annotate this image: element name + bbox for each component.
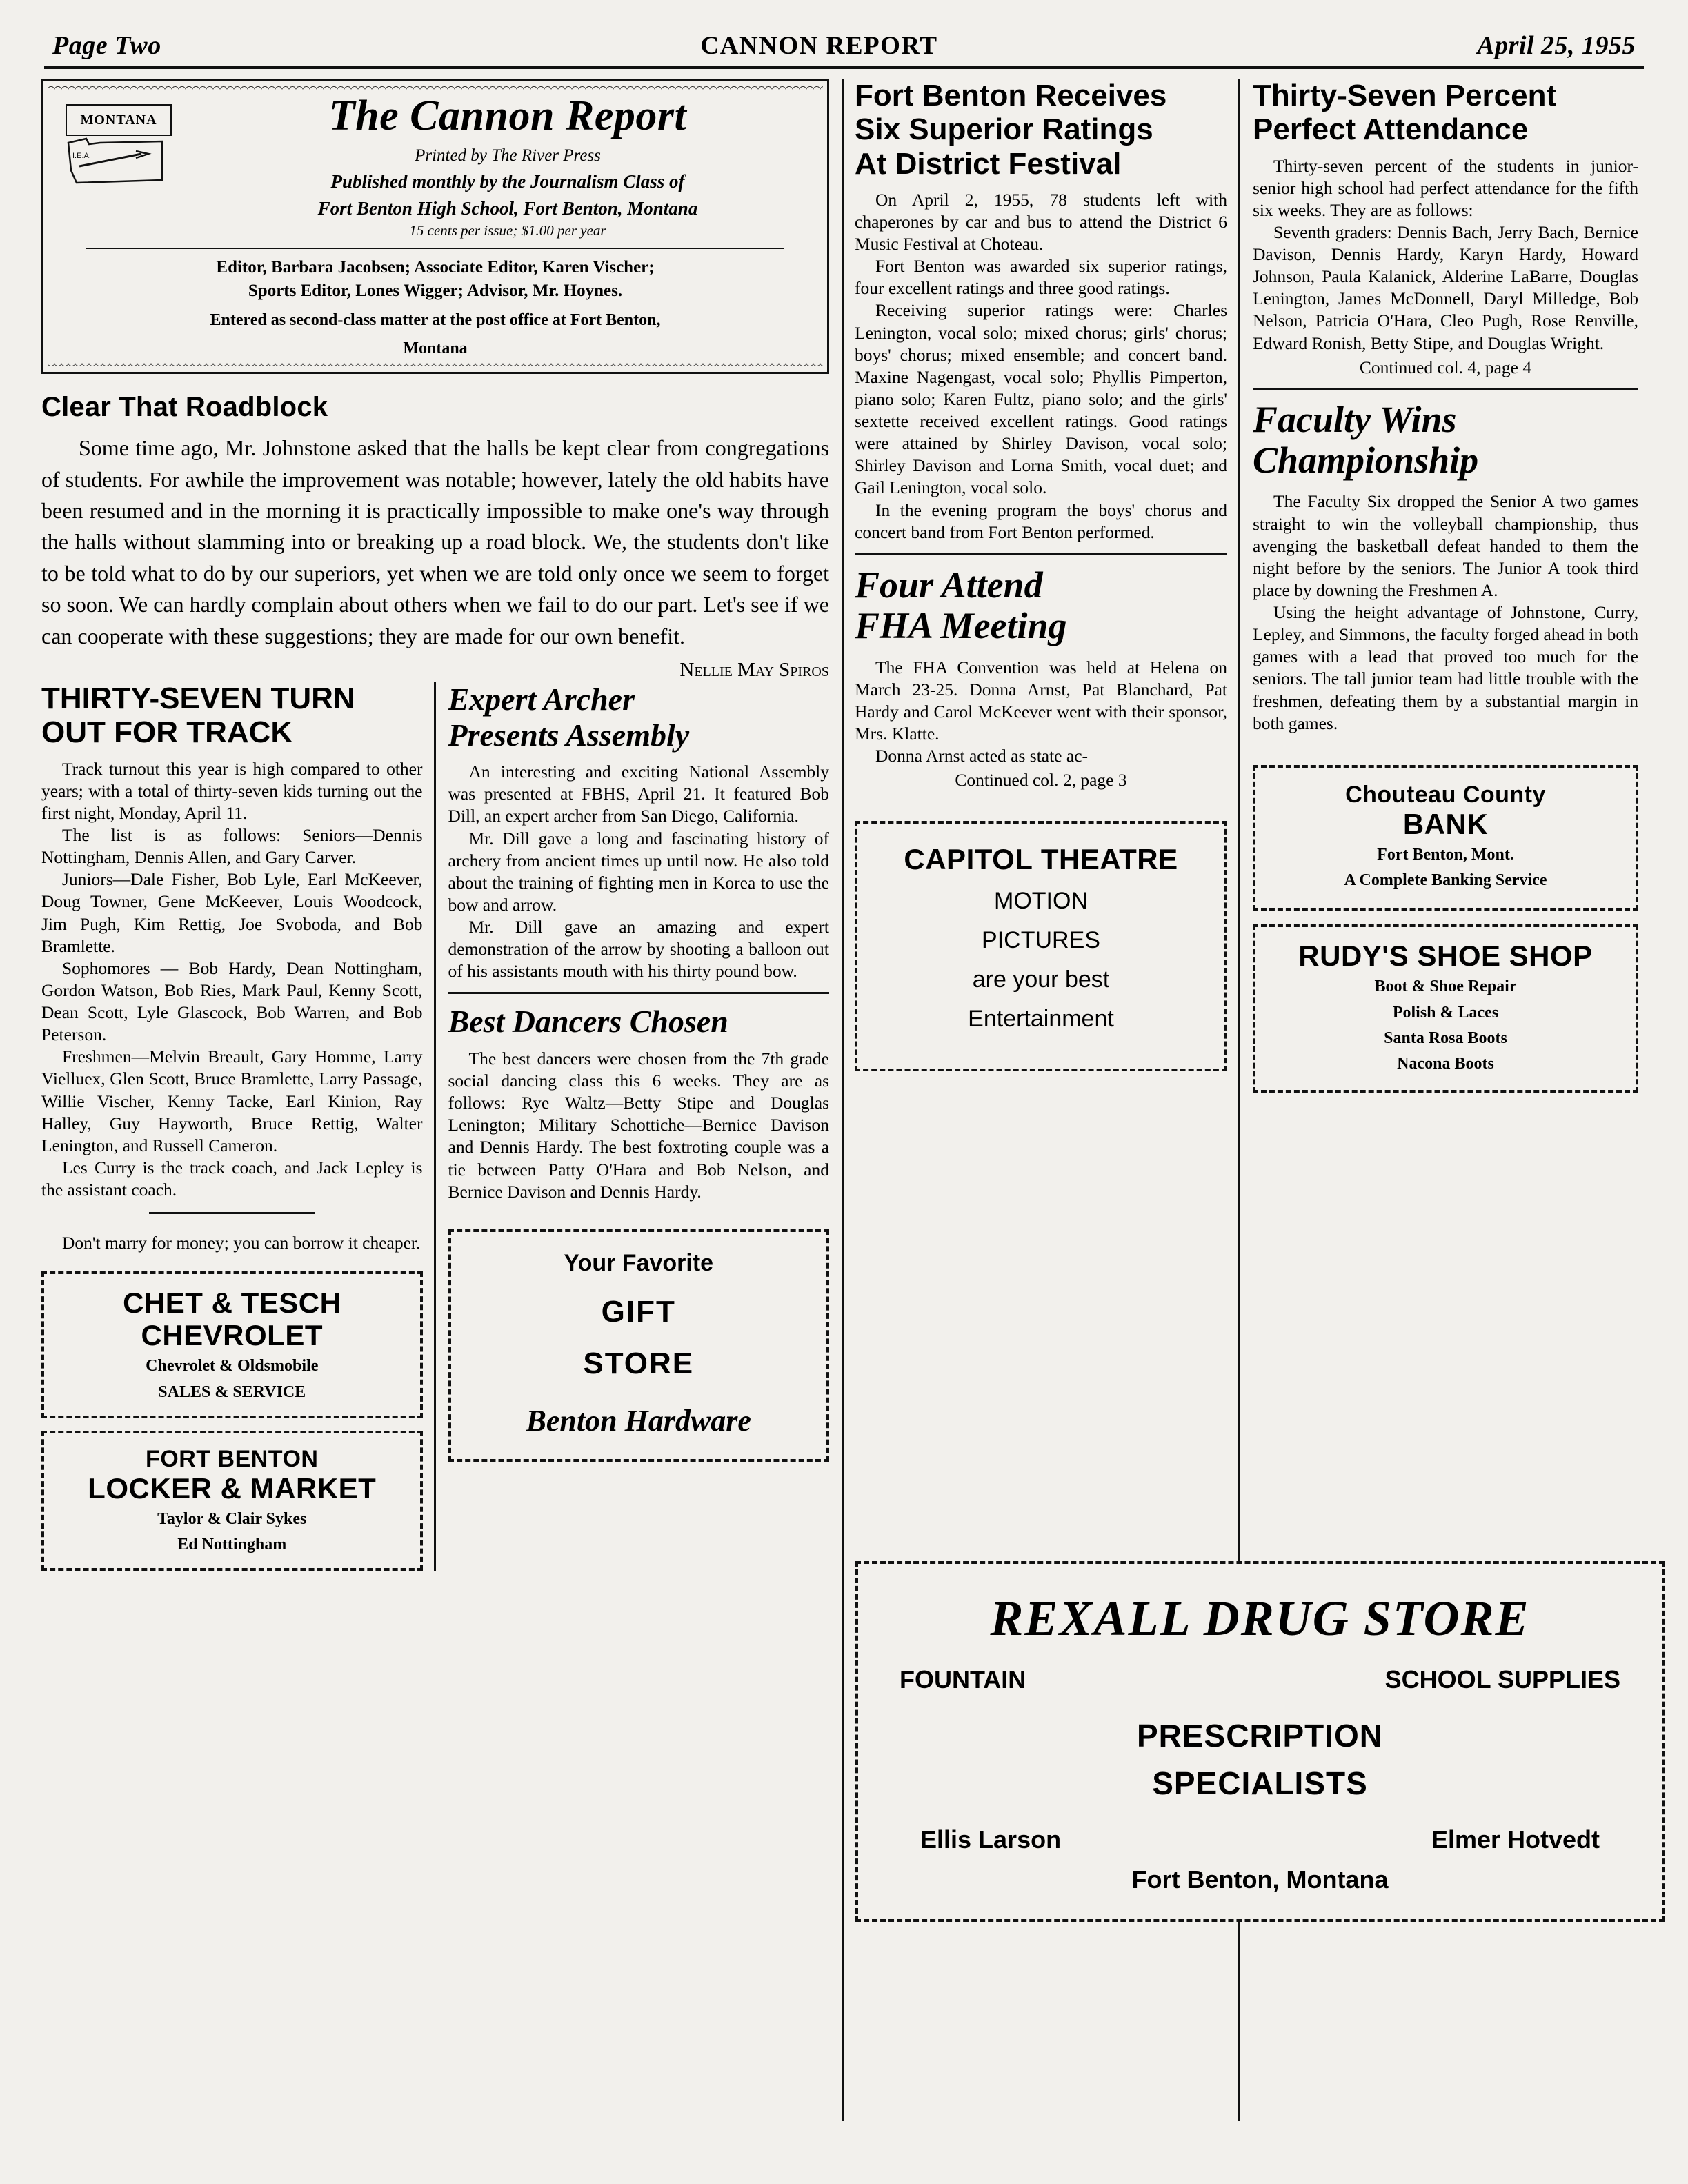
chevrolet-line3: Chevrolet & Oldsmobile xyxy=(146,1357,319,1376)
hardware-line4: Benton Hardware xyxy=(526,1404,751,1438)
archer-headline-line2: Presents Assembly xyxy=(448,717,690,753)
rexall-center xyxy=(865,1712,1655,1807)
fha-headline-line2: FHA Meeting xyxy=(855,605,1067,647)
fha-continued: Continued col. 2, page 3 xyxy=(955,770,1127,791)
masthead-staff-1: Editor, Barbara Jacobsen; Associate Editor, Karen Vischer; xyxy=(216,258,655,277)
rexall-center2: SPECIALISTS xyxy=(1152,1765,1368,1801)
festival-p1: On April 2, 1955, 78 students left with chaperones by car and bus to attend the District 6 Music Festival at Choteau. xyxy=(855,189,1227,255)
attendance-continued: Continued col. 4, page 4 xyxy=(1359,357,1532,377)
rexall-town: Fort Benton, Montana xyxy=(1131,1865,1389,1894)
dancers-p1: The best dancers were chosen from the 7th grade social dancing class this 6 weeks. They are as follows: Rye Waltz—Betty Stipe and Douglas Lenington; Military Schottiche—Bernice Davison and Dennis Hardy. The best foxtroting couple was a tie between Patty O'Hara and Bob Nelson, and Bernice Davison and Dennis Hardy. xyxy=(448,1048,829,1202)
track-headline-line1: THIRTY-SEVEN TURN xyxy=(41,682,355,716)
ad-chet-tesch-chevrolet[interactable] xyxy=(41,1271,423,1418)
track-headline-line2: OUT FOR TRACK xyxy=(41,715,293,750)
archer-dancers-rule xyxy=(448,992,830,994)
masthead-staff-2: Sports Editor, Lones Wigger; Advisor, Mr. Hoynes. xyxy=(248,281,623,300)
rexall-names-row xyxy=(865,1825,1655,1854)
fha-headline xyxy=(855,565,1227,647)
masthead-published-2: Fort Benton High School, Fort Benton, Montana xyxy=(317,198,698,219)
archer-p3: Mr. Dill gave an amazing and expert demonstration of the arrow by shooting a balloon out of his assistants mouth with his thirty pound bow. xyxy=(448,917,829,982)
svg-text:I.E.A.: I.E.A. xyxy=(72,152,91,160)
masthead-price: 15 cents per issue; $1.00 per year xyxy=(409,222,606,239)
faculty-p1: The Faculty Six dropped the Senior A two games straight to win the volleyball championship, thus avenging the basketball defeat handed to them the night before by the seniors. The Junior A took third place by downing the Freshmen A. xyxy=(1253,491,1638,600)
chevrolet-line1: CHET & TESCH xyxy=(123,1287,341,1320)
capitol-line4: Entertainment xyxy=(968,1006,1114,1033)
archer-story xyxy=(434,682,830,1571)
faculty-headline xyxy=(1253,399,1638,482)
shoe-line2: Polish & Laces xyxy=(1392,1003,1499,1022)
festival-headline-line2: Six Superior Ratings xyxy=(855,112,1153,147)
rexall-name-left: Ellis Larson xyxy=(920,1825,1062,1854)
bank-line2: BANK xyxy=(1402,807,1489,840)
festival-headline xyxy=(855,79,1227,181)
hardware-line2: GIFT xyxy=(601,1294,676,1329)
mlea-logo-line1: MONTANA xyxy=(80,112,157,128)
hardware-line1: Your Favorite xyxy=(564,1249,714,1276)
locker-line1: FORT BENTON xyxy=(146,1445,319,1472)
rexall-name-right: Elmer Hotvedt xyxy=(1431,1825,1600,1854)
ad-rexall-drug-store[interactable] xyxy=(855,1561,1665,1922)
attendance-p1: Thirty-seven percent of the students in junior-senior high school had perfect attendance for the fifth six weeks. They are as follows: xyxy=(1253,155,1638,220)
masthead-title: The Cannon Report xyxy=(328,92,687,139)
shoe-name: RUDY'S SHOE SHOP xyxy=(1298,940,1593,973)
bank-line3: Fort Benton, Mont. xyxy=(1377,845,1514,864)
editorial-byline: Nellie May Spiros xyxy=(679,659,829,682)
locker-line2: LOCKER & MARKET xyxy=(88,1471,377,1505)
track-headline xyxy=(41,682,423,750)
track-p3: Juniors—Dale Fisher, Bob Lyle, Earl McKeever, Doug Towner, Gene McKeever, Louis Woodcock, Jim Pugh, Kim Rettig, Joe Svoboda, and Bob Bramlette. xyxy=(41,869,423,956)
chevrolet-line4: SALES & SERVICE xyxy=(158,1382,306,1401)
header-rule xyxy=(44,66,1644,69)
attendance-p2: Seventh graders: Dennis Bach, Jerry Bach, Bernice Davison, Dennis Hardy, Karyn Hardy, Howard Johnson, Paula Kalanick, Alderine LaBarre, Douglas Lenington, James McDonnell, Daryl Milledge, Bob Nelson, Patricia O'Hara, Cleo Pugh, Rose Renville, Edward Ronish, Betty Stipe, and Douglas Wright. xyxy=(1253,221,1638,353)
rexall-services-row xyxy=(865,1665,1655,1694)
ad-capitol-theatre[interactable] xyxy=(855,821,1227,1071)
paper-name: CANNON REPORT xyxy=(700,32,938,60)
shoe-line3: Santa Rosa Boots xyxy=(1384,1029,1507,1047)
ad-chouteau-county-bank[interactable] xyxy=(1253,765,1638,911)
column-left xyxy=(41,79,842,2121)
track-p4: Sophomores — Bob Hardy, Dean Nottingham, Gordon Watson, Bob Ries, Mark Paul, Kenny Scott, Dean Scott, Lyle Glascock, Bob Warren, and Bob Peterson. xyxy=(41,957,423,1045)
issue-date: April 25, 1955 xyxy=(1477,31,1636,60)
fha-p1: The FHA Convention was held at Helena on March 23-25. Donna Arnst, Pat Blanchard, Pat Hardy and Carol McKeever went with their sponsor, Mrs. Klatte. xyxy=(855,657,1227,744)
capitol-name: CAPITOL THEATRE xyxy=(904,843,1178,876)
rexall-name: REXALL DRUG STORE xyxy=(990,1591,1530,1646)
ad-benton-hardware[interactable] xyxy=(448,1229,830,1462)
bank-line4: A Complete Banking Service xyxy=(1344,871,1547,890)
masthead-printer: Printed by The River Press xyxy=(415,146,601,165)
attendance-faculty-rule xyxy=(1253,388,1638,390)
masthead-box xyxy=(41,79,829,374)
faculty-p2: Using the height advantage of Johnstone, Curry, Lepley, and Simmons, the faculty forged ahead in both games with a lead that proved too much for the seniors. The tall junior team had little trouble with the freshmen, defeating them by a substantial margin in both games. xyxy=(1253,602,1638,733)
ad-rudys-shoe-shop[interactable] xyxy=(1253,924,1638,1093)
masthead-entered-2: Montana xyxy=(403,339,468,357)
faculty-headline-line1: Faculty Wins xyxy=(1253,398,1457,440)
rexall-center1: PRESCRIPTION xyxy=(1136,1718,1384,1754)
page-label: Page Two xyxy=(52,31,161,60)
faculty-headline-line2: Championship xyxy=(1253,439,1479,482)
track-p1: Track turnout this year is high compared to other years; with a total of thirty-seven kids turning out the first night, Monday, April 11. xyxy=(41,758,423,823)
track-p6: Les Curry is the track coach, and Jack Lepley is the assistant coach. xyxy=(41,1157,423,1200)
festival-p3: Receiving superior ratings were: Charles Lenington, vocal solo; mixed chorus; girls' chorus; boys' chorus; mixed ensemble; and concert band. Maxine Nagengast, vocal solo; Phyllis Pimperton, piano solo; Karen Fultz, piano solo; and the girls' sextette received excellent ratings. Good ratings were attained by Shirley Davison, vocal solo; Shirley Davison and Lorna Smith, vocal duet; and Gail Lenington, vocal solo. xyxy=(855,300,1227,498)
archer-headline xyxy=(448,682,830,753)
rexall-right: SCHOOL SUPPLIES xyxy=(1384,1665,1620,1694)
archer-headline-line1: Expert Archer xyxy=(448,682,635,717)
dancers-headline: Best Dancers Chosen xyxy=(448,1004,728,1040)
archer-p1: An interesting and exciting National Assembly was presented at FBHS, April 21. It featured Bob Dill, an expert archer from San Diego, California. xyxy=(448,762,829,826)
capitol-line1: MOTION xyxy=(994,888,1088,915)
festival-fha-rule xyxy=(855,553,1227,555)
masthead-divider xyxy=(86,248,784,249)
festival-headline-line1: Fort Benton Receives xyxy=(855,79,1167,112)
editorial-body: Some time ago, Mr. Johnstone asked that the halls be kept clear from congregations of students. For awhile the improvement was notable; however, lately the old habits have been resumed and in the morning it is practically impossible to make one's way through the halls without slamming into or breaking up a road block. We, the students don't like to be told what to do by our superiors, yet when we are told only once we seem to forget so soon. We can hardly complain about others when we fail to do our part. Let's see if we can cooperate with these suggestions; they are made for our own benefit. xyxy=(41,435,829,648)
capitol-line2: PICTURES xyxy=(982,927,1100,954)
bank-line1: Chouteau County xyxy=(1345,781,1546,808)
page-header xyxy=(41,30,1647,66)
festival-p2: Fort Benton was awarded six superior ratings, four excellent ratings and three good ratings. xyxy=(855,256,1227,299)
editorial-headline: Clear That Roadblock xyxy=(41,392,328,423)
masthead-published-1: Published monthly by the Journalism Class of xyxy=(330,171,685,192)
track-filler: Don't marry for money; you can borrow it cheaper. xyxy=(62,1232,421,1253)
fha-headline-line1: Four Attend xyxy=(855,564,1043,606)
attendance-headline-line1: Thirty-Seven Percent xyxy=(1253,79,1557,112)
archer-p2: Mr. Dill gave a long and fascinating history of archery from ancient times up until now. He also told about the training of fighting men in Korea to use the bow and arrow. xyxy=(448,828,829,915)
festival-p4: In the evening program the boys' chorus and concert band from Fort Benton performed. xyxy=(855,499,1227,542)
lower-left-split xyxy=(41,682,829,1571)
capitol-line3: are your best xyxy=(972,966,1110,993)
track-p2: The list is as follows: Seniors—Dennis Nottingham, Dennis Allen, and Gary Carver. xyxy=(41,825,423,868)
ad-fort-benton-locker-market[interactable] xyxy=(41,1431,423,1571)
locker-line4: Ed Nottingham xyxy=(177,1536,287,1554)
montana-outline-icon xyxy=(59,130,176,192)
fha-p2: Donna Arnst acted as state ac- xyxy=(875,746,1089,766)
track-story xyxy=(41,682,434,1571)
shoe-line4: Nacona Boots xyxy=(1397,1054,1494,1073)
masthead-entered-1: Entered as second-class matter at the post office at Fort Benton, xyxy=(210,310,661,329)
locker-line3: Taylor & Clair Sykes xyxy=(157,1509,307,1528)
track-p5: Freshmen—Melvin Breault, Gary Homme, Larry Vielluex, Glen Scott, Bruce Bramlette, Larry Passage, Willie Vischer, Kenny Tacke, Earl Kinion, Ray Halley, Guy Hayworth, Bruce Rettig, Walter Lenington, and Russell Cameron. xyxy=(41,1046,423,1155)
attendance-headline-line2: Perfect Attendance xyxy=(1253,112,1529,147)
shoe-line1: Boot & Shoe Repair xyxy=(1374,977,1517,996)
attendance-headline xyxy=(1253,79,1638,147)
festival-headline-line3: At District Festival xyxy=(855,146,1122,181)
hardware-line3: STORE xyxy=(583,1346,695,1380)
filler-rule xyxy=(149,1212,315,1214)
mlea-logo xyxy=(59,92,203,196)
chevrolet-line2: CHEVROLET xyxy=(141,1319,323,1352)
rexall-left: FOUNTAIN xyxy=(900,1665,1026,1694)
